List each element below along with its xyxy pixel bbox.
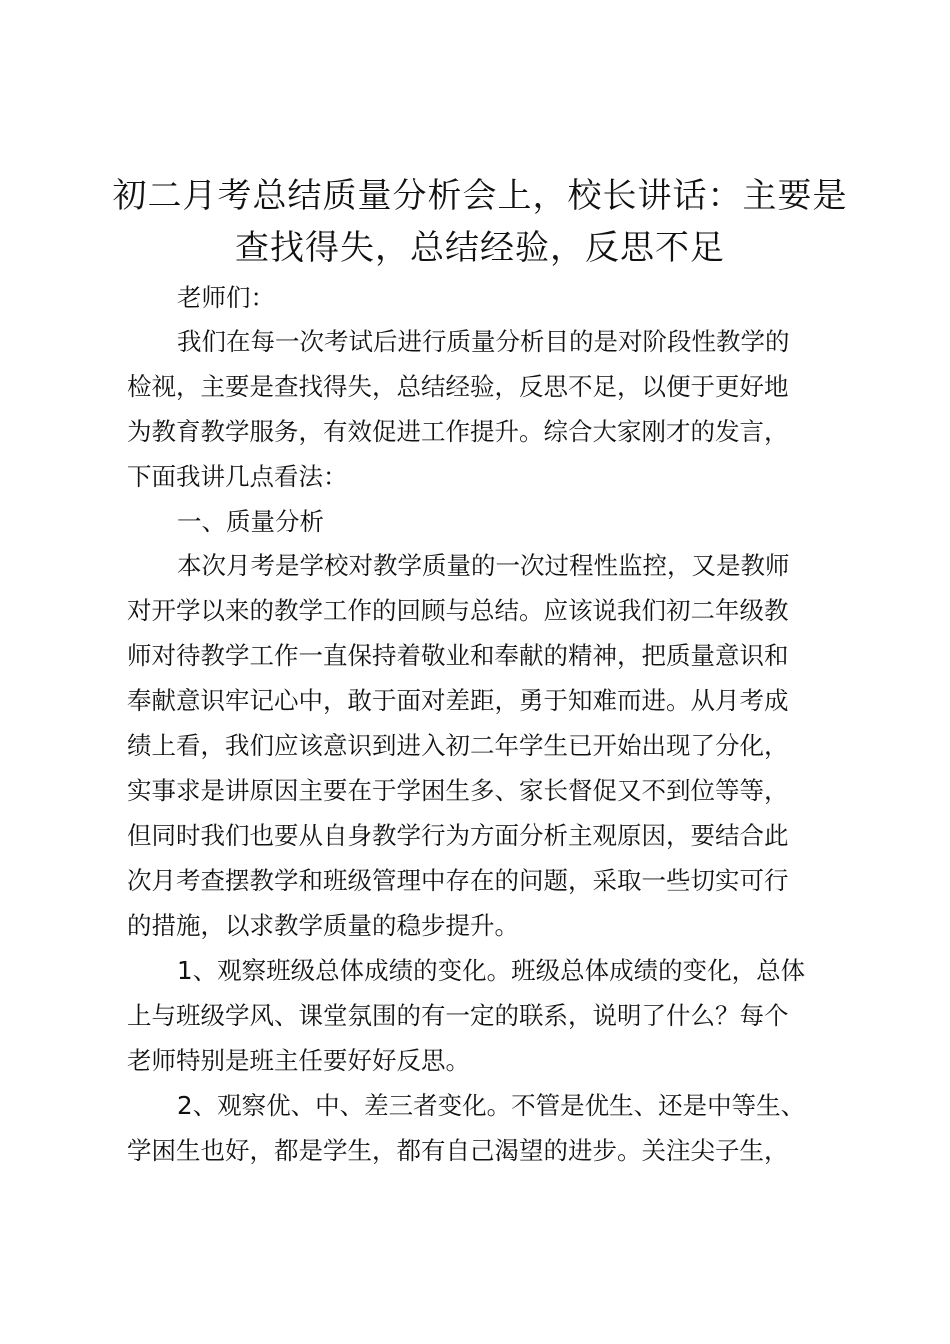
paragraph-line: 老师特别是班主任要好好反思。	[127, 1046, 470, 1075]
paragraph-line: 检视，主要是查找得失，总结经验，反思不足，以便于更好地	[127, 372, 789, 401]
paragraph-line: 师对待教学工作一直保持着敬业和奉献的精神，把质量意识和	[127, 641, 789, 670]
paragraph-line: 下面我讲几点看法：	[127, 462, 348, 491]
section-heading: 一、质量分析	[177, 507, 324, 536]
paragraph-line: 本次月考是学校对教学质量的一次过程性监控，又是教师	[177, 551, 790, 580]
paragraph-line: 但同时我们也要从自身教学行为方面分析主观原因，要结合此	[127, 821, 789, 850]
paragraph-line: 奉献意识牢记心中，敢于面对差距，勇于知难而进。从月考成	[127, 686, 789, 715]
salutation: 老师们：	[177, 283, 275, 312]
paragraph-line: 1、观察班级总体成绩的变化。班级总体成绩的变化，总体	[177, 956, 806, 985]
paragraph-line: 上与班级学风、课堂氛围的有一定的联系，说明了什么？每个	[127, 1001, 789, 1030]
paragraph-line: 对开学以来的教学工作的回顾与总结。应该说我们初二年级教	[127, 596, 789, 625]
paragraph-line: 学困生也好，都是学生，都有自己渴望的进步。关注尖子生，	[127, 1136, 789, 1165]
paragraph-line: 实事求是讲原因主要在于学困生多、家长督促又不到位等等，	[127, 776, 789, 805]
paragraph-line: 2、观察优、中、差三者变化。不管是优生、还是中等生、	[177, 1091, 806, 1120]
paragraph-line: 绩上看，我们应该意识到进入初二年学生已开始出现了分化，	[127, 731, 789, 760]
paragraph-line: 为教育教学服务，有效促进工作提升。综合大家刚才的发言，	[127, 417, 789, 446]
paragraph-line: 次月考查摆教学和班级管理中存在的问题，采取一些切实可行	[127, 866, 789, 895]
paragraph-line: 的措施，以求教学质量的稳步提升。	[127, 911, 519, 940]
document-title: 初二月考总结质量分析会上，校长讲话：主要是查找得失，总结经验，反思不足	[112, 176, 848, 268]
paragraph-line: 我们在每一次考试后进行质量分析目的是对阶段性教学的	[177, 327, 790, 356]
